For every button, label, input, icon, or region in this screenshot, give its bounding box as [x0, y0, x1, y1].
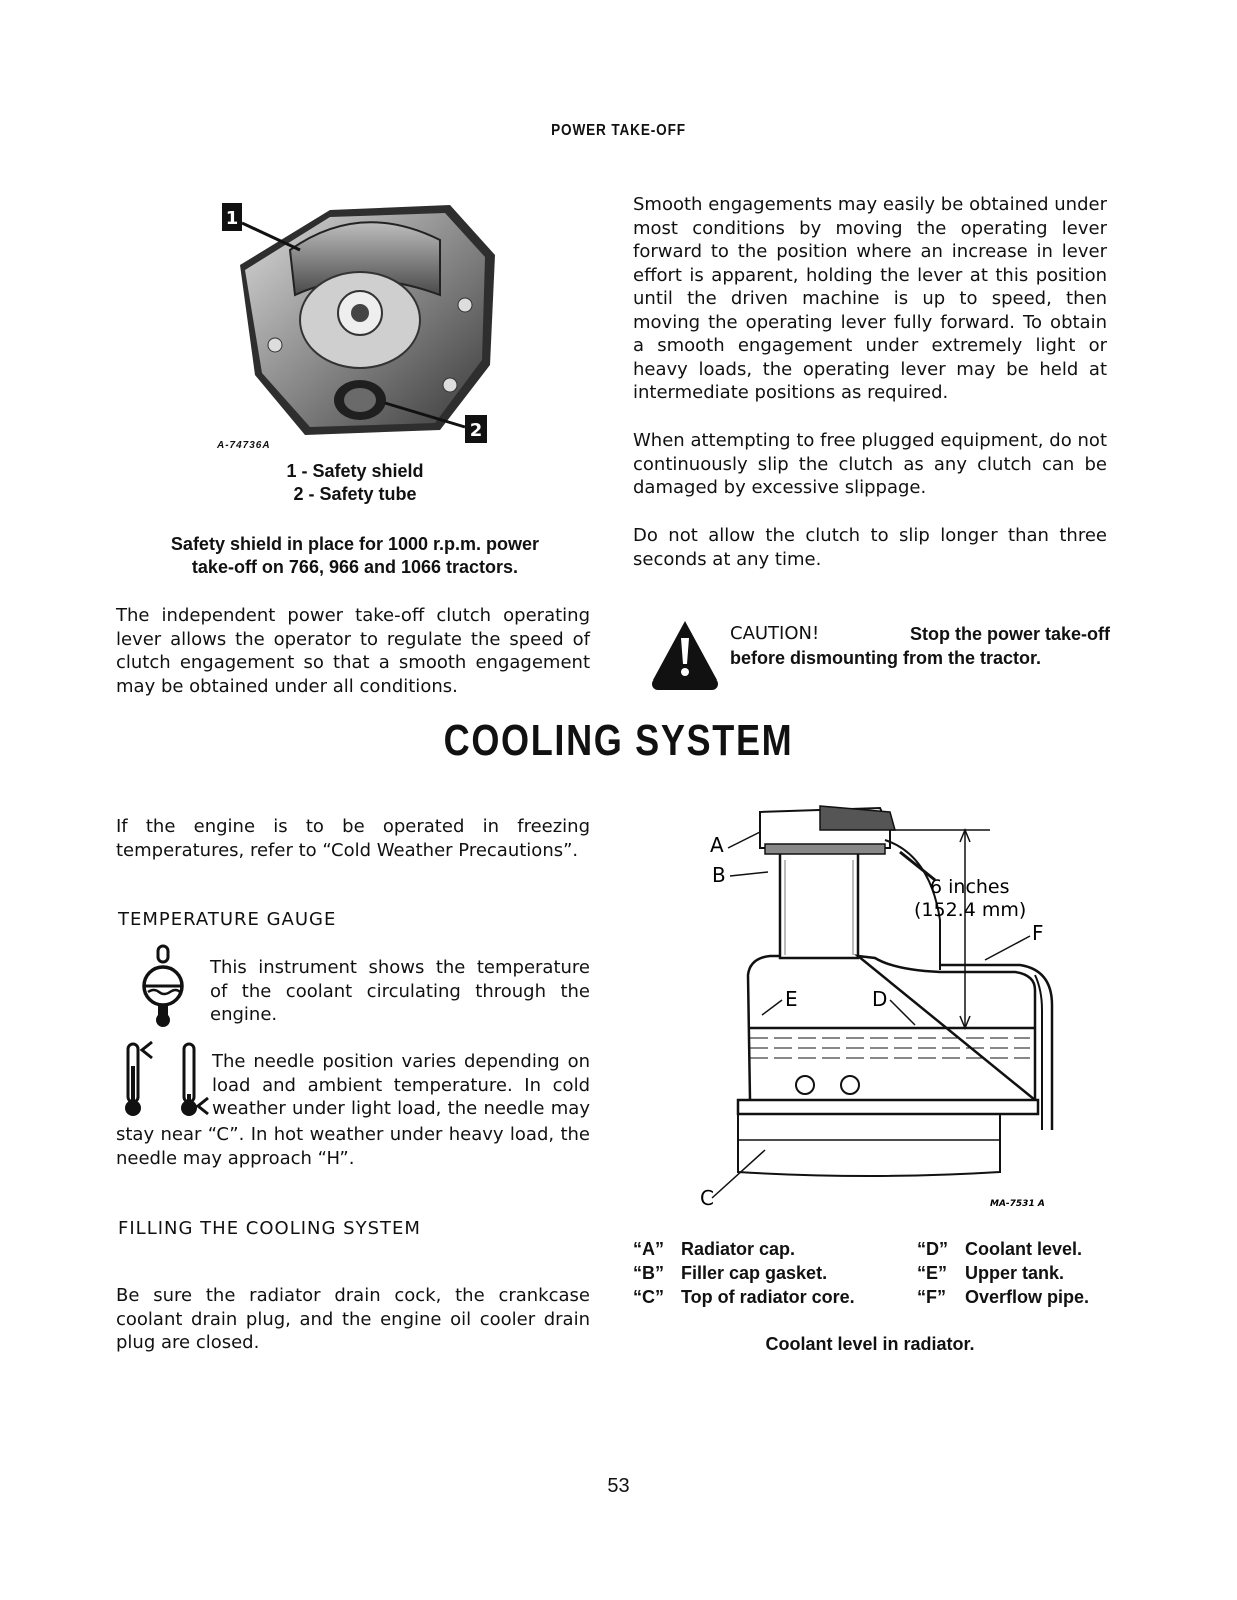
cooling-system-heading: COOLING SYSTEM — [443, 716, 794, 765]
figure1-caption-line2: take-off on 766, 966 and 1066 tractors. — [191, 557, 519, 577]
needle-text-continued: stay near “C”. In hot weather under heavy load, the needle may approach “H”. — [116, 1124, 590, 1169]
label-d: D — [872, 987, 888, 1011]
callout-2-label: 2 — [469, 420, 483, 441]
dimension-inches: 6 inches — [930, 876, 1010, 898]
temperature-gauge-heading: TEMPERATURE GAUGE — [118, 909, 337, 930]
legend-key-f: “F” — [917, 1287, 946, 1307]
legend-text-a: Radiator cap. — [681, 1239, 796, 1259]
photo-id: A-74736A — [217, 440, 271, 451]
caution-block — [730, 622, 1110, 670]
needle-text-line2: load and ambient temperature. In cold — [212, 1074, 590, 1096]
label-a: A — [710, 833, 724, 857]
thermometer-hot-cold-icon — [122, 1038, 212, 1120]
legend-key-e: “E” — [917, 1263, 948, 1283]
pto-left-paragraph: The independent power take-off clutch operating lever allows the operator to regulate the speed of clutch engagement so that a smooth engagement may be obtained under all conditions. — [116, 605, 590, 697]
caution-text-line1: Stop the power take-off — [909, 624, 1110, 644]
caution-word: CAUTION! — [730, 623, 820, 644]
legend-text-c: Top of radiator core. — [681, 1287, 855, 1307]
needle-text-line3: weather under light load, the needle may — [212, 1098, 590, 1119]
temperature-gauge-description: This instrument shows the temperature of the coolant circulating through the engine. — [210, 957, 590, 1025]
diagram-id: MA-7531 A — [990, 1199, 1045, 1209]
cooling-intro: If the engine is to be operated in freezing temperatures, refer to “Cold Weather Precautions”. — [116, 816, 590, 861]
figure1-caption-line1: Safety shield in place for 1000 r.p.m. power — [170, 534, 540, 554]
legend-key-d: “D” — [917, 1239, 948, 1259]
filling-cooling-system-heading: FILLING THE COOLING SYSTEM — [118, 1218, 421, 1239]
label-e: E — [785, 987, 798, 1011]
radiator-coolant-diagram — [690, 800, 1070, 1220]
page-header-title: POWER TAKE-OFF — [551, 122, 686, 139]
label-b: B — [712, 863, 726, 887]
needle-text-line1: The needle position varies depending on — [212, 1051, 590, 1072]
coolant-temperature-icon — [140, 944, 188, 1030]
page-number: 53 — [607, 1475, 630, 1497]
legend-text-e: Upper tank. — [965, 1263, 1065, 1283]
pto-paragraph-plugged-equipment: When attempting to free plugged equipment, do not continuously slip the clutch as any clutch can be damaged by excessive slippage. — [633, 430, 1107, 498]
label-c: C — [700, 1186, 714, 1210]
label-f: F — [1032, 921, 1044, 945]
legend-key-c: “C” — [633, 1287, 664, 1307]
caution-text-line2: before dismounting from the tractor. — [730, 648, 1042, 668]
radiator-legend-left — [633, 1237, 855, 1309]
filling-cooling-system-text: Be sure the radiator drain cock, the crankcase coolant drain plug, and the engine oil cooler drain plug are closed. — [116, 1285, 590, 1353]
legend-item-safety-shield: 1 - Safety shield — [286, 461, 424, 481]
dimension-mm: (152.4 mm) — [914, 899, 1027, 921]
legend-text-d: Coolant level. — [965, 1239, 1083, 1259]
legend-text-f: Overflow pipe. — [965, 1287, 1090, 1307]
pto-paragraph-smooth-engagement: Smooth engagements may easily be obtained under most conditions by moving the operating lever forward to the position where an increase in lever effort is apparent, holding the lever at this position until the driven machine is up to speed, then moving the operating lever fully forward. To obtain a smooth engagement under extremely light or heavy loads, the operating lever may be held at intermediate positions as required. — [633, 194, 1107, 403]
radiator-legend-right — [917, 1237, 1089, 1309]
pto-shield-photo — [210, 195, 520, 455]
legend-key-a: “A” — [633, 1239, 664, 1259]
legend-key-b: “B” — [633, 1263, 664, 1283]
legend-item-safety-tube: 2 - Safety tube — [293, 484, 417, 504]
legend-text-b: Filler cap gasket. — [681, 1263, 828, 1283]
pto-paragraph-slip-limit: Do not allow the clutch to slip longer than three seconds at any time. — [633, 525, 1107, 570]
callout-1-label: 1 — [225, 208, 239, 229]
radiator-diagram-caption: Coolant level in radiator. — [765, 1334, 975, 1354]
caution-warning-icon — [650, 618, 720, 693]
